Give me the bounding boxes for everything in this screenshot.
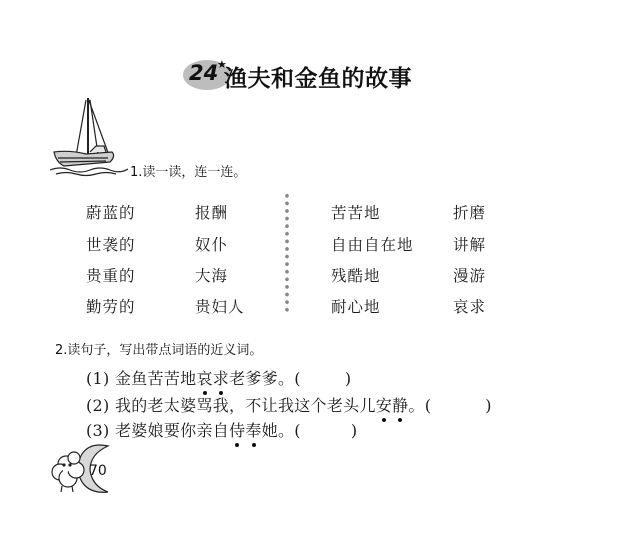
word-left-a-2: 世袭的 bbox=[86, 236, 136, 254]
sentence-2-suffix: 。( bbox=[408, 396, 432, 415]
sheep-moon-illustration bbox=[48, 440, 120, 496]
lesson-title: 渔夫和金鱼的故事 bbox=[224, 66, 412, 92]
dotted-divider bbox=[285, 192, 289, 314]
lesson-number: 24 bbox=[189, 61, 219, 85]
dotted-char: 求 bbox=[213, 366, 229, 389]
word-left-b-3: 大海 bbox=[195, 267, 229, 285]
close-paren: ) bbox=[485, 396, 492, 415]
sentence-2-text: (2) 我的老太婆骂我，不让我这个老头儿 bbox=[86, 396, 376, 415]
section1-heading: 1.读一读，连一连。 bbox=[130, 165, 247, 180]
word-right-a-2: 自由自在地 bbox=[331, 236, 414, 254]
sentence-3-suffix: 她。( bbox=[261, 421, 301, 440]
word-left-b-2: 奴仆 bbox=[195, 236, 229, 254]
dotted-char: 侍 bbox=[229, 418, 245, 441]
section2-heading: 2.读句子，写出带点词语的近义词。 bbox=[55, 343, 263, 358]
sentence-3-text: (3) 老婆娘要你亲自 bbox=[86, 421, 230, 440]
word-right-b-1: 折磨 bbox=[453, 204, 487, 222]
word-left-a-3: 贵重的 bbox=[86, 267, 136, 285]
close-paren: ) bbox=[344, 369, 352, 388]
sentence-1-text: (1) 金鱼苦苦地 bbox=[86, 369, 197, 388]
word-right-a-1: 苦苦地 bbox=[331, 204, 381, 222]
sentence-3 bbox=[86, 418, 357, 441]
word-right-a-3: 残酷地 bbox=[331, 267, 381, 285]
page-number: 70 bbox=[89, 463, 107, 479]
dotted-char: 安 bbox=[376, 393, 392, 416]
word-right-a-4: 耐心地 bbox=[331, 298, 381, 316]
word-right-b-2: 讲解 bbox=[453, 236, 487, 254]
sentence-2 bbox=[86, 393, 492, 416]
sentence-1 bbox=[86, 366, 351, 389]
word-right-b-4: 哀求 bbox=[453, 298, 487, 316]
star-icon: ★ bbox=[217, 58, 227, 71]
dotted-char: 静 bbox=[392, 393, 408, 416]
dotted-char: 奉 bbox=[245, 418, 261, 441]
word-left-a-4: 勤劳的 bbox=[86, 298, 136, 316]
word-right-b-3: 漫游 bbox=[453, 267, 487, 285]
word-left-b-4: 贵妇人 bbox=[195, 298, 245, 316]
word-left-a-1: 蔚蓝的 bbox=[86, 204, 136, 222]
close-paren: ) bbox=[350, 421, 358, 440]
word-left-b-1: 报酬 bbox=[195, 204, 229, 222]
sailboat-illustration bbox=[50, 96, 128, 178]
dotted-char: 哀 bbox=[196, 366, 212, 389]
sentence-1-suffix: 老爹爹。( bbox=[229, 369, 301, 388]
